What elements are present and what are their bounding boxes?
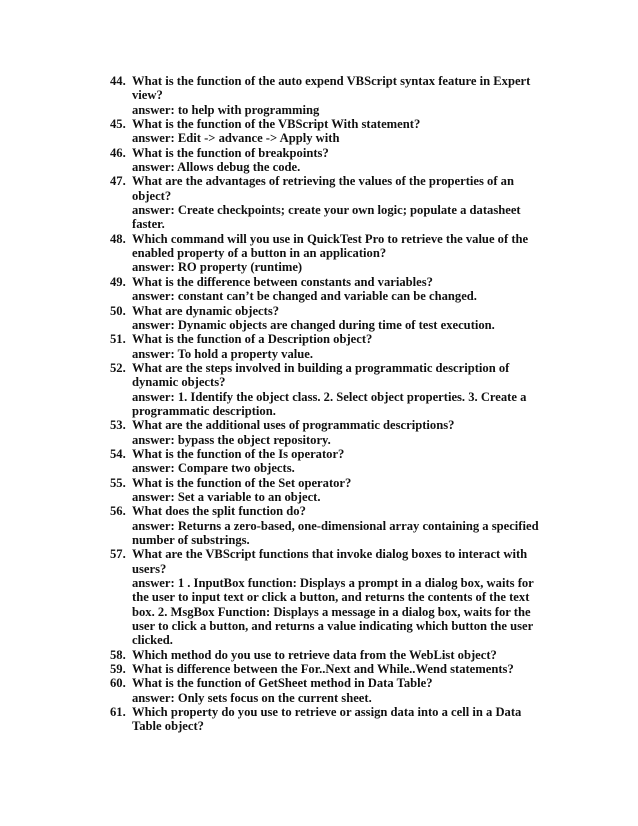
question-item	[110, 146, 550, 175]
question-text: What does the split function do?	[132, 504, 306, 519]
question-number: 46.	[110, 145, 126, 160]
question-item	[110, 648, 550, 662]
question-text: What is the difference between constants and variables?	[132, 274, 433, 289]
question-number: 44.	[110, 74, 126, 88]
answer-text: answer: Allows debug the code.	[132, 160, 301, 175]
question-item	[110, 304, 550, 333]
question-text: What is the function of the auto expend VBScript syntax feature in Expert view?	[132, 74, 531, 103]
question-number: 56.	[110, 504, 126, 519]
question-number: 54.	[110, 446, 126, 461]
question-item	[110, 232, 550, 275]
answer-text: answer: Compare two objects.	[132, 461, 295, 476]
question-number: 49.	[110, 274, 126, 289]
question-number: 48.	[110, 231, 126, 246]
question-text: Which command will you use in QuickTest Pro to retrieve the value of the enabled property of a button in an application?	[132, 231, 529, 261]
question-item	[110, 174, 550, 231]
question-item	[110, 504, 550, 547]
question-number: 50.	[110, 303, 126, 318]
question-item	[110, 547, 550, 647]
question-text: What is difference between the For..Next and While..Wend statements?	[132, 662, 514, 677]
question-text: What is the function of GetSheet method in Data Table?	[132, 676, 433, 691]
question-number: 53.	[110, 418, 126, 433]
question-text: Which method do you use to retrieve data from the WebList object?	[132, 647, 497, 662]
answer-text: answer: Edit -> advance -> Apply with	[132, 131, 340, 146]
question-item	[110, 676, 550, 705]
answer-text: answer: Set a variable to an object.	[132, 489, 321, 504]
question-number: 59.	[110, 662, 126, 677]
question-text: Which property do you use to retrieve or assign data into a cell in a Data Table object?	[132, 705, 522, 734]
question-text: What are the additional uses of programmatic descriptions?	[132, 418, 455, 433]
question-text: What are the steps involved in building a programmatic description of dynamic objects?	[132, 360, 510, 390]
question-item	[110, 332, 550, 361]
question-number: 45.	[110, 117, 126, 132]
question-number: 52.	[110, 360, 126, 375]
question-number: 55.	[110, 475, 126, 490]
question-text: What are the advantages of retrieving the values of the properties of an object?	[132, 174, 514, 203]
question-item	[110, 447, 550, 476]
question-item	[110, 275, 550, 304]
question-number: 58.	[110, 647, 126, 662]
answer-text: answer: Dynamic objects are changed during time of test execution.	[132, 317, 495, 332]
question-text: What are the VBScript functions that invoke dialog boxes to interact with users?	[132, 547, 528, 576]
question-item	[110, 705, 550, 734]
answer-text: answer: bypass the object repository.	[132, 432, 331, 447]
answer-text: answer: RO property (runtime)	[132, 260, 303, 275]
question-list	[110, 74, 550, 734]
question-text: What is the function of the VBScript With statement?	[132, 117, 421, 132]
question-item	[110, 74, 550, 117]
question-item	[110, 418, 550, 447]
question-item	[110, 361, 550, 418]
question-text: What is the function of the Is operator?	[132, 446, 345, 461]
question-item	[110, 662, 550, 676]
question-number: 61.	[110, 705, 126, 720]
answer-text: answer: To hold a property value.	[132, 346, 313, 361]
question-number: 57.	[110, 547, 126, 562]
question-number: 51.	[110, 332, 126, 347]
question-number: 60.	[110, 676, 126, 691]
question-text: What is the function of a Description object?	[132, 332, 373, 347]
question-item	[110, 476, 550, 505]
answer-text: answer: 1 . InputBox function: Displays a prompt in a dialog box, waits for the user to input text or click a button, and returns the contents of the text box. 2. MsgBox Function: Displays a message in a dialog box, waits for the user to click a button, and returns a value indicating which button the user clicked.	[132, 576, 534, 648]
question-text: What is the function of breakpoints?	[132, 145, 329, 160]
question-item	[110, 117, 550, 146]
question-text: What is the function of the Set operator?	[132, 475, 352, 490]
question-number: 47.	[110, 174, 126, 189]
answer-text: answer: 1. Identify the object class. 2. Select object properties. 3. Create a programmatic description.	[132, 389, 527, 418]
answer-text: answer: to help with programming	[132, 102, 320, 117]
answer-text: answer: Create checkpoints; create your own logic; populate a datasheet faster.	[132, 203, 521, 232]
answer-text: answer: Returns a zero-based, one-dimensional array containing a specified number of substrings.	[132, 518, 539, 547]
answer-text: answer: constant can’t be changed and variable can be changed.	[132, 289, 477, 304]
answer-text: answer: Only sets focus on the current sheet.	[132, 690, 372, 705]
question-text: What are dynamic objects?	[132, 303, 280, 318]
